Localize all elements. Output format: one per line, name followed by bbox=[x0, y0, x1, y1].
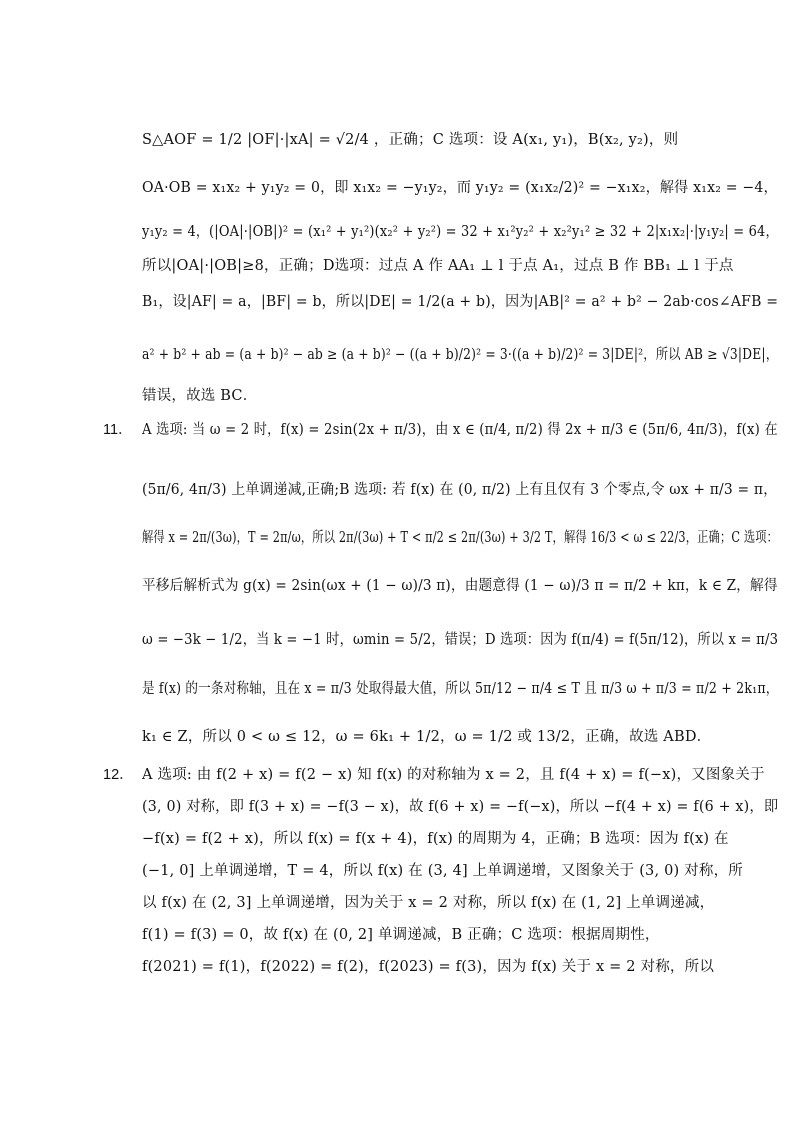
q11-line-4: 平移后解析式为 g(x) = 2sin(ωx + (1 − ω)/3 π)，由题意得 (1 − ω)/3 π = π/2 + kπ，k ∈ Z，解得 bbox=[142, 578, 778, 594]
q10-line-3: y₁y₂ = 4，(|OA|·|OB|)² = (x₁² + y₁²)(x₂² + y₂²) = 32 + x₁²y₂² + x₂²y₁² ≥ 32 + 2|x₁x₂|·|y₁y₂| = 64， bbox=[142, 224, 779, 240]
q11-line-1: A 选项: 当 ω = 2 时，f(x) = 2sin(2x + π/3)，由 x ∈ (π/4, π/2) 得 2x + π/3 ∈ (5π/6, 4π/3)，f(x) 在 bbox=[142, 422, 778, 438]
q11-line-2: (5π/6, 4π/3) 上单调递减,正确;B 选项: 若 f(x) 在 (0, π/2) 上有且仅有 3 个零点,令 ωx + π/3 = π， bbox=[142, 482, 778, 498]
q11-line-7: k₁ ∈ Z，所以 0 < ω ≤ 12，ω = 6k₁ + 1/2，ω = 1/2 或 13/2，正确，故选 ABD． bbox=[142, 729, 712, 745]
q12-line-5: 以 f(x) 在 (2, 3] 上单调递增，因为关于 x = 2 对称，所以 f(x) 在 (1, 2] 上单调递减， bbox=[142, 895, 715, 911]
q12-line-3: −f(x) = f(2 + x)，所以 f(x) = f(x + 4)，f(x) 的周期为 4，正确；B 选项：因为 f(x) 在 bbox=[142, 831, 729, 847]
q10-line-6: a² + b² + ab = (a + b)² − ab ≥ (a + b)² − ((a + b)/2)² = 3·((a + b)/2)² = 3|DE|²，所以 AB ≥ √3|DE|， bbox=[142, 347, 779, 363]
q11-number: 11． bbox=[103, 422, 133, 438]
q12-number: 12． bbox=[103, 767, 134, 783]
q11-line-5: ω = −3k − 1/2，当 k = −1 时，ωmin = 5/2，错误；D 选项：因为 f(π/4) = f(5π/12)，所以 x = π/3 bbox=[142, 632, 779, 648]
q10-line-5: B₁，设|AF| = a，|BF| = b，所以|DE| = 1/2(a + b)，因为|AB|² = a² + b² − 2ab·cos∠AFB = bbox=[142, 294, 779, 310]
q12-line-7: f(2021) = f(1)，f(2022) = f(2)，f(2023) = f(3)，因为 f(x) 关于 x = 2 对称，所以 bbox=[142, 959, 715, 975]
q11-line-6: 是 f(x) 的一条对称轴，且在 x = π/3 处取得最大值，所以 5π/12 − π/4 ≤ T 且 π/3 ω + π/3 = π/2 + 2k₁π， bbox=[142, 681, 779, 697]
q12-line-1: A 选项: 由 f(2 + x) = f(2 − x) 知 f(x) 的对称轴为 x = 2，且 f(4 + x) = f(−x)，又图象关于 bbox=[142, 767, 765, 783]
q12-line-2: (3, 0) 对称，即 f(3 + x) = −f(3 − x)，故 f(6 + x) = −f(−x)，所以 −f(4 + x) = f(6 + x)，即 bbox=[142, 799, 779, 815]
q10-line-7: 错误，故选 BC． bbox=[142, 388, 258, 404]
q12-line-4: (−1, 0] 上单调递增，T = 4，所以 f(x) 在 (3, 4] 上单调递增，又图象关于 (3, 0) 对称，所 bbox=[142, 863, 743, 879]
q10-line-4: 所以|OA|·|OB|≥8，正确；D选项：过点 A 作 AA₁ ⊥ l 于点 A₁，过点 B 作 BB₁ ⊥ l 于点 bbox=[142, 258, 734, 274]
q12-line-6: f(1) = f(3) = 0，故 f(x) 在 (0, 2] 单调递减，B 正确；C 选项：根据周期性， bbox=[142, 927, 660, 943]
q10-line-2: OA·OB = x₁x₂ + y₁y₂ = 0，即 x₁x₂ = −y₁y₂，而 y₁y₂ = (x₁x₂/2)² = −x₁x₂，解得 x₁x₂ = −4， bbox=[142, 180, 778, 196]
q10-line-1: S△AOF = 1/2 |OF|·|xA| = √2/4 ，正确；C 选项：设 A(x₁, y₁)，B(x₂, y₂)，则 bbox=[142, 132, 679, 148]
q11-line-3: 解得 x = 2π/(3ω)，T = 2π/ω，所以 2π/(3ω) + T < π/2 ≤ 2π/(3ω) + 3/2 T，解得 16/3 < ω ≤ 22/3，正确；C 选项： bbox=[142, 530, 779, 546]
